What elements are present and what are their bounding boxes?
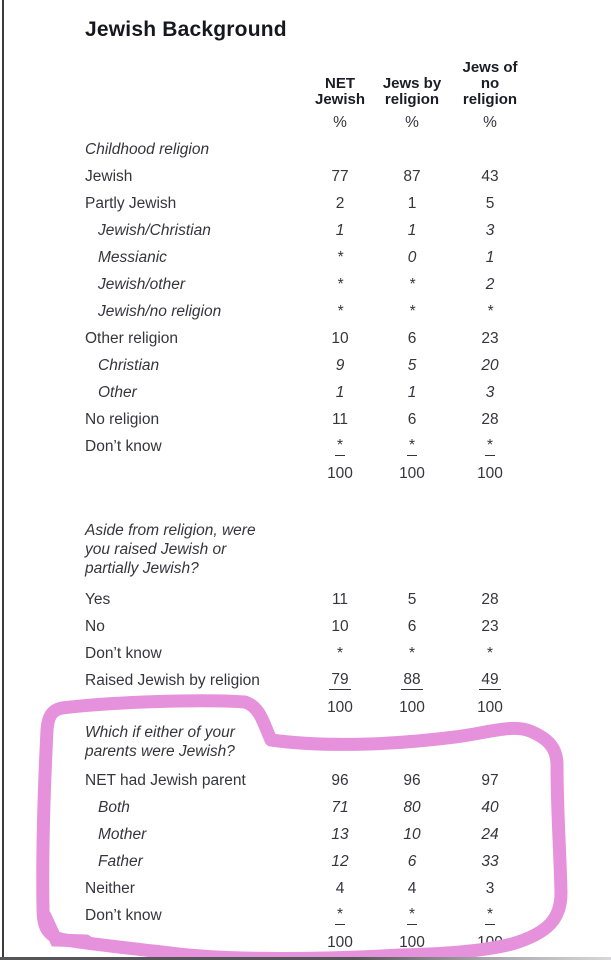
- value-text: 88: [403, 671, 421, 689]
- percent-sign: %: [405, 114, 419, 131]
- value-cell: [304, 465, 376, 483]
- value-cell: [304, 799, 376, 817]
- value-text: 28: [481, 590, 499, 608]
- table-row: [85, 379, 526, 406]
- value-text: *: [336, 302, 344, 320]
- row-label: Partly Jewish: [85, 194, 177, 212]
- pink-loop-kink: [45, 916, 86, 941]
- table-row: [85, 694, 526, 721]
- row-label: Both: [98, 798, 130, 816]
- row-label: Christian: [98, 356, 160, 374]
- value-text: 2: [335, 194, 345, 212]
- row-label: Jewish: [85, 167, 133, 185]
- value-cell: [376, 826, 448, 844]
- value-text: 33: [481, 852, 499, 870]
- value-text: 71: [331, 798, 349, 816]
- value-cell: [376, 880, 448, 898]
- value-cell: [376, 618, 448, 636]
- row-label: Yes: [85, 590, 111, 608]
- table-row: [85, 767, 526, 794]
- table-row: [85, 613, 526, 640]
- value-cell: [376, 853, 448, 871]
- value-text: 4: [335, 879, 345, 897]
- row-label: Don’t know: [85, 906, 162, 924]
- column-header-line: religion: [462, 91, 518, 108]
- value-cell: [304, 357, 376, 375]
- value-text: 1: [407, 221, 417, 239]
- column-header-line: Jews of: [462, 59, 518, 76]
- value-cell: [304, 195, 376, 213]
- value-cell: [454, 772, 526, 790]
- value-text: *: [408, 437, 416, 455]
- row-label: Neither: [85, 879, 135, 897]
- value-text: 11: [331, 410, 349, 428]
- value-text: 23: [481, 329, 499, 347]
- value-text: 9: [335, 356, 345, 374]
- section-question: [85, 140, 526, 159]
- value-text: 77: [331, 167, 349, 185]
- value-text: 100: [327, 933, 353, 951]
- value-cell: [376, 699, 448, 717]
- value-cell: [454, 384, 526, 402]
- row-label: Messianic: [98, 248, 167, 266]
- value-cell: [304, 168, 376, 186]
- value-cell: [304, 826, 376, 844]
- value-text: 100: [399, 933, 425, 951]
- value-text: *: [486, 437, 494, 455]
- value-text: 5: [407, 590, 417, 608]
- value-cell: [454, 799, 526, 817]
- value-cell: [304, 772, 376, 790]
- row-label: Other: [98, 383, 137, 401]
- label-column-spacer: [85, 114, 304, 132]
- value-cell: [304, 645, 376, 663]
- value-text: 80: [403, 798, 421, 816]
- column-header-line: Jewish: [314, 91, 366, 108]
- value-text: 1: [485, 248, 495, 266]
- table-row: [85, 325, 526, 352]
- column-header-line: religion: [384, 91, 440, 108]
- table-row: [85, 848, 526, 875]
- row-label: Mother: [98, 825, 147, 843]
- value-cell: [304, 853, 376, 871]
- value-text: 100: [399, 698, 425, 716]
- value-cell: [376, 357, 448, 375]
- value-text: 23: [481, 617, 499, 635]
- value-text: 2: [485, 275, 495, 293]
- value-text: 100: [477, 464, 503, 482]
- value-cell: [454, 437, 526, 456]
- value-text: *: [336, 248, 344, 266]
- value-cell: [454, 645, 526, 663]
- column-header-jews-by-religion: [376, 76, 448, 108]
- value-text: 100: [327, 698, 353, 716]
- value-cell: [376, 645, 448, 663]
- value-cell: [376, 249, 448, 267]
- value-cell: [454, 618, 526, 636]
- value-text: 5: [407, 356, 417, 374]
- row-label: Jewish/other: [98, 275, 186, 293]
- value-text: 3: [485, 221, 495, 239]
- value-text: 1: [335, 221, 345, 239]
- value-cell: [304, 303, 376, 321]
- table-row: [85, 640, 526, 667]
- value-cell: [454, 826, 526, 844]
- value-text: 10: [331, 617, 349, 635]
- row-label: Jewish/no religion: [98, 302, 222, 320]
- row-label: Jewish/Christian: [98, 221, 211, 239]
- value-cell: [454, 591, 526, 609]
- value-cell: [376, 168, 448, 186]
- value-cell: [304, 437, 376, 456]
- row-label: No: [85, 617, 105, 635]
- value-text: *: [486, 644, 494, 662]
- section-question: [85, 521, 526, 578]
- value-text: 1: [407, 194, 417, 212]
- section-question-line: Aside from religion, were: [85, 522, 256, 539]
- value-cell: [304, 880, 376, 898]
- value-text: *: [336, 275, 344, 293]
- value-text: 11: [331, 590, 349, 608]
- table-row: [85, 190, 526, 217]
- table-content: [85, 18, 526, 956]
- section-question-line: Childhood religion: [85, 141, 210, 158]
- value-cell: [376, 465, 448, 483]
- table-section: [85, 521, 526, 721]
- table-row: [85, 163, 526, 190]
- column-header-line: Jews by: [382, 75, 442, 92]
- row-label: NET had Jewish parent: [85, 771, 246, 789]
- value-text: *: [486, 302, 494, 320]
- table-sections: [85, 140, 526, 956]
- value-cell: [454, 222, 526, 240]
- value-text: 10: [331, 329, 349, 347]
- table-row: [85, 271, 526, 298]
- value-cell: [376, 799, 448, 817]
- value-cell: [454, 906, 526, 925]
- value-cell: [376, 195, 448, 213]
- value-text: *: [486, 906, 494, 924]
- value-text: 96: [331, 771, 349, 789]
- value-text: 96: [403, 771, 421, 789]
- column-header-jews-of-no-religion: [454, 60, 526, 108]
- value-cell: [304, 591, 376, 609]
- column-header-line: NET: [325, 75, 355, 92]
- value-cell: [376, 934, 448, 952]
- table-row: [85, 667, 526, 694]
- column-header-line: no: [480, 75, 500, 92]
- value-cell: [304, 618, 376, 636]
- value-cell: [304, 330, 376, 348]
- value-cell: [304, 276, 376, 294]
- value-text: 49: [481, 671, 499, 689]
- value-cell: [454, 411, 526, 429]
- value-cell: [304, 699, 376, 717]
- value-cell: [454, 249, 526, 267]
- percent-row: [85, 114, 526, 132]
- table-row: [85, 352, 526, 379]
- row-label: Don’t know: [85, 437, 162, 455]
- value-text: 1: [335, 383, 345, 401]
- percent-sign: %: [333, 114, 347, 131]
- table-row: [85, 217, 526, 244]
- value-text: 40: [481, 798, 499, 816]
- value-cell: [454, 465, 526, 483]
- value-cell: [454, 330, 526, 348]
- value-cell: [376, 222, 448, 240]
- value-text: 100: [327, 464, 353, 482]
- value-text: 6: [407, 410, 417, 428]
- table-row: [85, 794, 526, 821]
- value-cell: [454, 699, 526, 717]
- column-headers: [85, 60, 526, 108]
- page-edge-left: [2, 0, 4, 960]
- value-text: 87: [403, 167, 421, 185]
- value-cell: [376, 437, 448, 456]
- value-cell: [454, 880, 526, 898]
- value-cell: [376, 906, 448, 925]
- table-row: [85, 433, 526, 460]
- column-header-net-jewish: [304, 76, 376, 108]
- value-cell: [376, 276, 448, 294]
- table-row: [85, 406, 526, 433]
- value-cell: [376, 303, 448, 321]
- table-row: [85, 586, 526, 613]
- value-cell: [304, 934, 376, 952]
- value-text: 28: [481, 410, 499, 428]
- table-row: [85, 875, 526, 902]
- page-title: Jewish Background: [85, 18, 287, 41]
- value-cell: [454, 853, 526, 871]
- value-text: 100: [477, 933, 503, 951]
- section-question-line: partially Jewish?: [85, 560, 199, 577]
- value-text: *: [336, 906, 344, 924]
- row-label: Raised Jewish by religion: [85, 671, 260, 689]
- row-label: Other religion: [85, 329, 179, 347]
- value-cell: [304, 222, 376, 240]
- value-text: *: [336, 644, 344, 662]
- value-cell: [376, 384, 448, 402]
- value-text: 6: [407, 852, 417, 870]
- value-text: 3: [485, 879, 495, 897]
- value-cell: [304, 671, 376, 690]
- value-cell: [376, 671, 448, 690]
- percent-sign: %: [483, 114, 497, 131]
- value-cell: [454, 195, 526, 213]
- value-text: *: [336, 437, 344, 455]
- value-text: 1: [407, 383, 417, 401]
- value-cell: [376, 772, 448, 790]
- value-text: 100: [399, 464, 425, 482]
- value-text: *: [408, 644, 416, 662]
- value-cell: [376, 591, 448, 609]
- value-text: 13: [331, 825, 349, 843]
- value-cell: [454, 303, 526, 321]
- table-row: [85, 244, 526, 271]
- value-text: 97: [481, 771, 499, 789]
- value-cell: [376, 330, 448, 348]
- value-text: 79: [331, 671, 349, 689]
- row-label: Father: [98, 852, 143, 870]
- value-text: 6: [407, 329, 417, 347]
- table-row: [85, 821, 526, 848]
- value-cell: [304, 411, 376, 429]
- section-question-line: parents were Jewish?: [85, 743, 235, 760]
- value-text: 10: [403, 825, 421, 843]
- section-question-line: Which if either of your: [85, 724, 235, 741]
- section-question: [85, 723, 526, 761]
- value-cell: [376, 411, 448, 429]
- value-text: *: [408, 906, 416, 924]
- section-question-line: you raised Jewish or: [85, 541, 227, 558]
- value-cell: [304, 384, 376, 402]
- value-text: 3: [485, 383, 495, 401]
- value-text: 6: [407, 617, 417, 635]
- table-row: [85, 298, 526, 325]
- value-cell: [304, 249, 376, 267]
- value-cell: [304, 906, 376, 925]
- table-row: [85, 460, 526, 487]
- value-text: 20: [481, 356, 499, 374]
- value-text: 4: [407, 879, 417, 897]
- table-row: [85, 902, 526, 929]
- value-cell: [454, 934, 526, 952]
- value-text: 5: [485, 194, 495, 212]
- value-text: 0: [407, 248, 417, 266]
- value-text: 12: [331, 852, 349, 870]
- value-cell: [454, 276, 526, 294]
- value-text: 43: [481, 167, 499, 185]
- row-label: Don’t know: [85, 644, 162, 662]
- table-row: [85, 929, 526, 956]
- row-label: No religion: [85, 410, 160, 428]
- table-section: [85, 723, 526, 956]
- value-cell: [454, 671, 526, 690]
- value-text: 100: [477, 698, 503, 716]
- table-section: [85, 140, 526, 487]
- value-text: *: [408, 275, 416, 293]
- value-cell: [454, 168, 526, 186]
- value-text: *: [408, 302, 416, 320]
- value-cell: [454, 357, 526, 375]
- value-text: 24: [481, 825, 499, 843]
